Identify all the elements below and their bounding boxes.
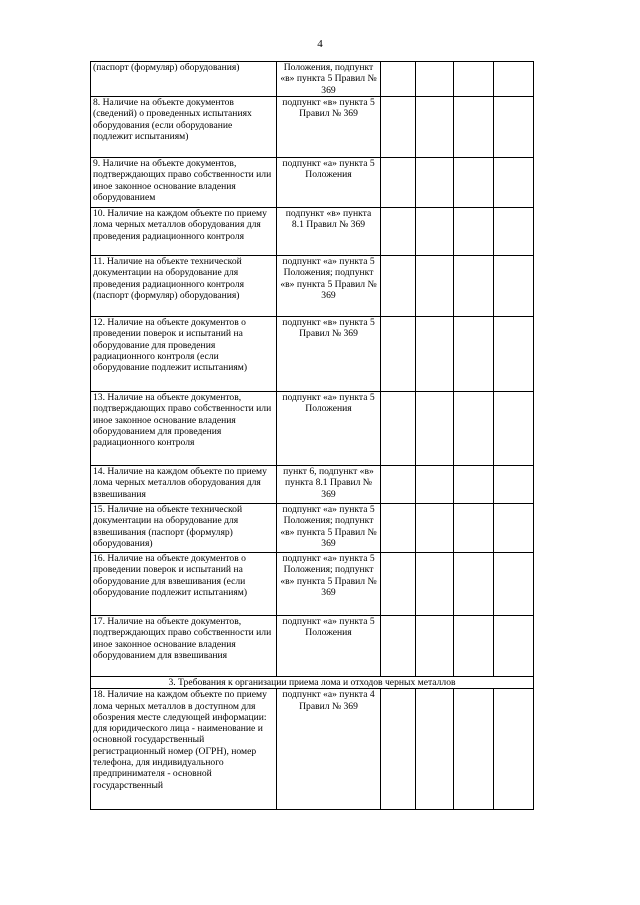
table-row xyxy=(91,616,534,677)
section-heading: 3. Требования к организации приема лома и отходов черных металлов xyxy=(91,677,534,689)
table-row xyxy=(91,97,534,158)
answer-cell[interactable] xyxy=(416,504,454,553)
answer-cell[interactable] xyxy=(381,689,416,810)
legal-reference-cell: подпункт «а» пункта 5 Положения; подпункт «в» пункта 5 Правил № 369 xyxy=(277,256,381,317)
answer-cell[interactable] xyxy=(416,256,454,317)
answer-cell[interactable] xyxy=(416,616,454,677)
requirement-cell: 11. Наличие на объекте технической документации на оборудование для проведения радиационного контроля (паспорт (формуляр) оборудования) xyxy=(91,256,277,317)
answer-cell[interactable] xyxy=(494,317,534,392)
section-heading-row xyxy=(91,677,534,689)
answer-cell[interactable] xyxy=(494,616,534,677)
table-row xyxy=(91,317,534,392)
answer-cell[interactable] xyxy=(494,158,534,208)
answer-cell[interactable] xyxy=(454,616,494,677)
legal-reference-cell: подпункт «в» пункта 5 Правил № 369 xyxy=(277,97,381,158)
answer-cell[interactable] xyxy=(381,553,416,616)
answer-cell[interactable] xyxy=(416,317,454,392)
table-row xyxy=(91,504,534,553)
table-row xyxy=(91,689,534,810)
table-row xyxy=(91,62,534,97)
answer-cell[interactable] xyxy=(416,466,454,504)
answer-cell[interactable] xyxy=(416,553,454,616)
answer-cell[interactable] xyxy=(381,208,416,256)
page-number: 4 xyxy=(317,38,323,50)
answer-cell[interactable] xyxy=(494,62,534,97)
answer-cell[interactable] xyxy=(416,62,454,97)
answer-cell[interactable] xyxy=(381,616,416,677)
answer-cell[interactable] xyxy=(381,392,416,466)
answer-cell[interactable] xyxy=(494,504,534,553)
requirement-cell: 12. Наличие на объекте документов о проведении поверок и испытаний на оборудование для проведения радиационного контроля (если оборудование подлежит испытаниям) xyxy=(91,317,277,392)
answer-cell[interactable] xyxy=(494,208,534,256)
legal-reference-cell: пункт 6, подпункт «в» пункта 8.1 Правил № 369 xyxy=(277,466,381,504)
legal-reference-cell: подпункт «а» пункта 4 Правил № 369 xyxy=(277,689,381,810)
answer-cell[interactable] xyxy=(381,97,416,158)
answer-cell[interactable] xyxy=(381,504,416,553)
requirement-cell: (паспорт (формуляр) оборудования) xyxy=(91,62,277,97)
inspection-checklist-table xyxy=(90,61,534,810)
answer-cell[interactable] xyxy=(381,317,416,392)
table-row xyxy=(91,208,534,256)
legal-reference-cell: подпункт «а» пункта 5 Положения; подпункт «в» пункта 5 Правил № 369 xyxy=(277,553,381,616)
answer-cell[interactable] xyxy=(416,97,454,158)
answer-cell[interactable] xyxy=(454,392,494,466)
legal-reference-cell: подпункт «а» пункта 5 Положения xyxy=(277,616,381,677)
answer-cell[interactable] xyxy=(454,689,494,810)
answer-cell[interactable] xyxy=(416,689,454,810)
answer-cell[interactable] xyxy=(381,466,416,504)
requirement-cell: 8. Наличие на объекте документов (сведений) о проведенных испытаниях оборудования (если оборудование подлежит испытаниям) xyxy=(91,97,277,158)
legal-reference-cell: подпункт «а» пункта 5 Положения xyxy=(277,158,381,208)
legal-reference-cell: подпункт «а» пункта 5 Положения; подпункт «в» пункта 5 Правил № 369 xyxy=(277,504,381,553)
answer-cell[interactable] xyxy=(381,256,416,317)
answer-cell[interactable] xyxy=(416,392,454,466)
table-row xyxy=(91,256,534,317)
requirement-cell: 13. Наличие на объекте документов, подтверждающих право собственности или иное законное основание владения оборудованием для проведения радиационного контроля xyxy=(91,392,277,466)
answer-cell[interactable] xyxy=(381,62,416,97)
table-row xyxy=(91,392,534,466)
answer-cell[interactable] xyxy=(494,689,534,810)
table-row xyxy=(91,466,534,504)
legal-reference-cell: подпункт «в» пункта 8.1 Правил № 369 xyxy=(277,208,381,256)
requirement-cell: 17. Наличие на объекте документов, подтверждающих право собственности или иное законное основание владения оборудованием для взвешивания xyxy=(91,616,277,677)
answer-cell[interactable] xyxy=(454,97,494,158)
answer-cell[interactable] xyxy=(454,317,494,392)
answer-cell[interactable] xyxy=(454,256,494,317)
requirement-cell: 16. Наличие на объекте документов о проведении поверок и испытаний на оборудование для взвешивания (если оборудование подлежит испытаниям) xyxy=(91,553,277,616)
answer-cell[interactable] xyxy=(454,158,494,208)
answer-cell[interactable] xyxy=(494,392,534,466)
legal-reference-cell: Положения, подпункт «в» пункта 5 Правил № 369 xyxy=(277,62,381,97)
legal-reference-cell: подпункт «а» пункта 5 Положения xyxy=(277,392,381,466)
answer-cell[interactable] xyxy=(454,208,494,256)
answer-cell[interactable] xyxy=(454,62,494,97)
table-row xyxy=(91,158,534,208)
requirement-cell: 15. Наличие на объекте технической документации на оборудование для взвешивания (паспорт (формуляр) оборудования) xyxy=(91,504,277,553)
requirement-cell: 9. Наличие на объекте документов, подтверждающих право собственности или иное законное основание владения оборудованием xyxy=(91,158,277,208)
answer-cell[interactable] xyxy=(494,97,534,158)
answer-cell[interactable] xyxy=(454,466,494,504)
legal-reference-cell: подпункт «в» пункта 5 Правил № 369 xyxy=(277,317,381,392)
answer-cell[interactable] xyxy=(381,158,416,208)
table-row xyxy=(91,553,534,616)
answer-cell[interactable] xyxy=(494,466,534,504)
answer-cell[interactable] xyxy=(416,158,454,208)
answer-cell[interactable] xyxy=(494,553,534,616)
requirement-cell: 10. Наличие на каждом объекте по приему лома черных металлов оборудования для проведения радиационного контроля xyxy=(91,208,277,256)
answer-cell[interactable] xyxy=(454,553,494,616)
requirement-cell: 14. Наличие на каждом объекте по приему лома черных металлов оборудования для взвешивания xyxy=(91,466,277,504)
answer-cell[interactable] xyxy=(416,208,454,256)
answer-cell[interactable] xyxy=(494,256,534,317)
answer-cell[interactable] xyxy=(454,504,494,553)
requirement-cell: 18. Наличие на каждом объекте по приему лома черных металлов в доступном для обозрения месте следующей информации: для юридического лица - наименование и основной государственный регистрационный номер (ОГРН), номер телефона, для индивидуального предпринимателя - основной государственный xyxy=(91,689,277,810)
